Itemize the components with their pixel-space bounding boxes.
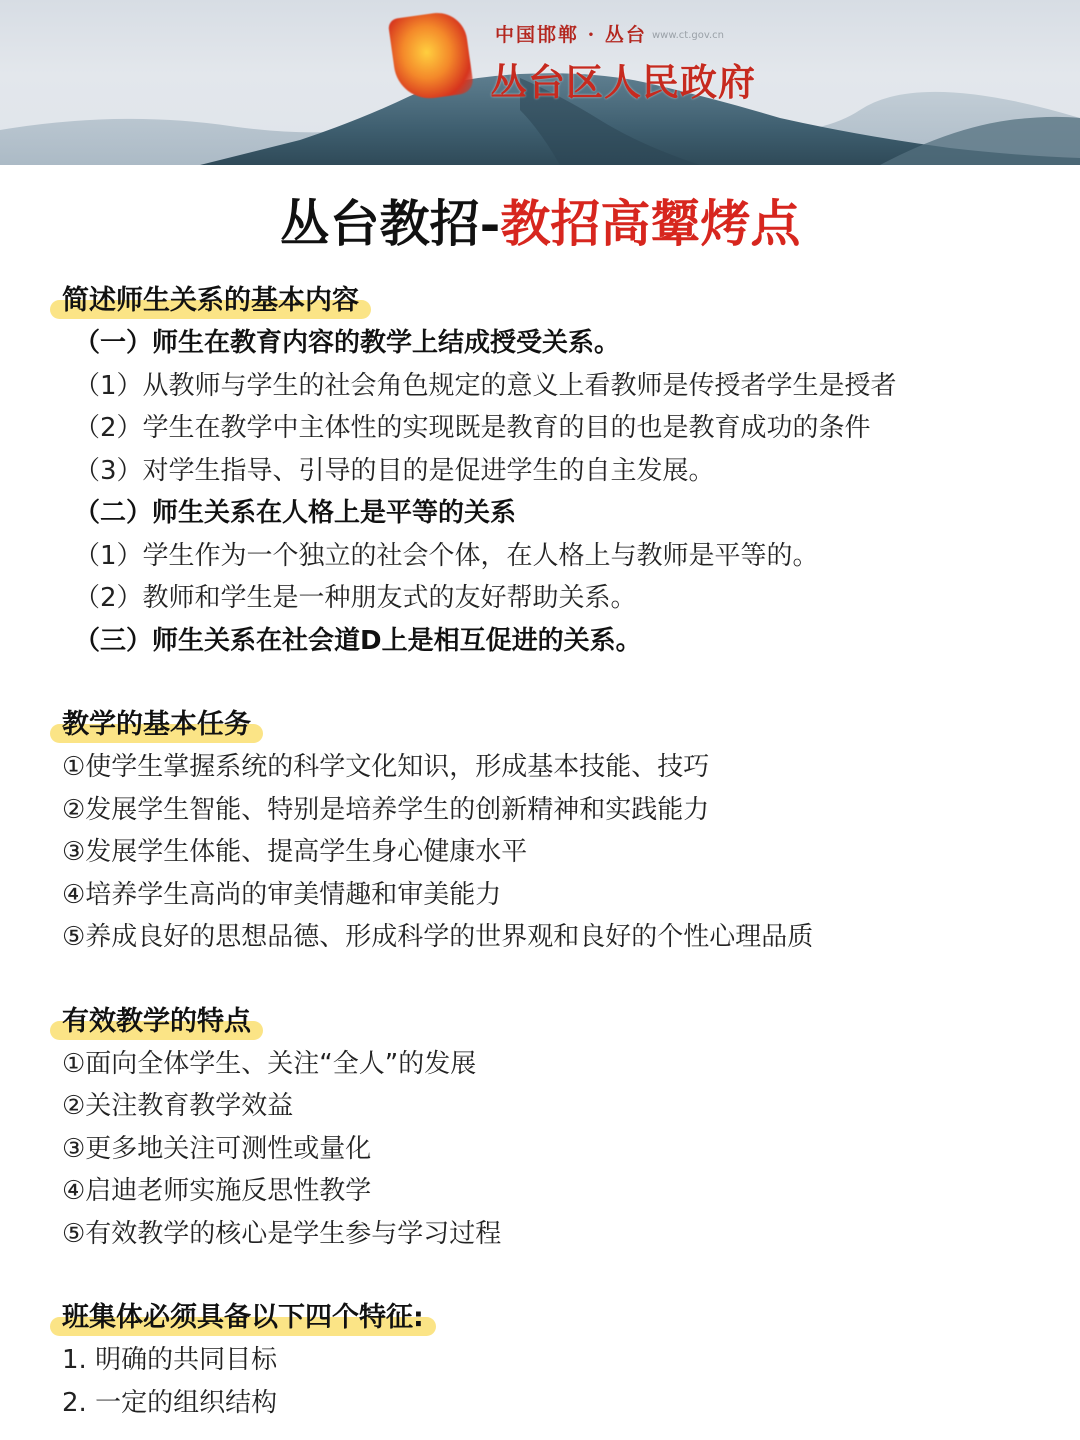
list-item: ③更多地关注可测性或量化	[62, 1133, 372, 1164]
section-heading-text: 班集体必须具备以下四个特征:	[62, 1302, 424, 1333]
list-item-bold: （二）师生关系在人格上是平等的关系	[74, 498, 517, 528]
list-item: （1）从教师与学生的社会角色规定的意义上看教师是传授者学生是授者	[74, 370, 897, 401]
content-body	[62, 280, 1052, 1424]
list-item: （2）学生在教学中主体性的实现既是教育的目的也是教育成功的条件	[74, 413, 871, 443]
section-heading	[62, 1001, 251, 1043]
section-heading	[62, 280, 359, 322]
banner-url: www.ct.gov.cn	[652, 30, 725, 41]
section-heading	[62, 1297, 424, 1339]
banner-subtitle: 中国邯郸 · 丛台	[495, 24, 647, 46]
section-heading-text: 简述师生关系的基本内容	[62, 285, 359, 316]
section-effective-teaching	[62, 1001, 1052, 1256]
list-item: （3）对学生指导、引导的目的是促进学生的自主发展。	[74, 455, 715, 486]
banner-title: 丛台区人民政府	[490, 60, 756, 104]
list-item: ③发展学生体能、提高学生身心健康水平	[62, 837, 528, 867]
list-item: ④启迪老师实施反思性教学	[62, 1176, 372, 1206]
page-title-prefix: 丛台教招-	[279, 194, 501, 253]
header-banner	[0, 0, 1080, 165]
list-item: ②关注教育教学效益	[62, 1091, 294, 1121]
list-item: ①使学生掌握系统的科学文化知识，形成基本技能、技巧	[62, 752, 710, 782]
list-item-bold: （一）师生在教育内容的教学上结成授受关系。	[74, 328, 621, 358]
list-item: ④培养学生高尚的审美情趣和审美能力	[62, 879, 502, 910]
section-teaching-tasks	[62, 704, 1052, 959]
list-item: 2. 一定的组织结构	[62, 1387, 278, 1418]
list-item: ⑤养成良好的思想品德、形成科学的世界观和良好的个性心理品质	[62, 922, 814, 952]
list-item-bold: （三）师生关系在社会道D上是相互促进的关系。	[74, 625, 642, 656]
list-item: ②发展学生智能、特别是培养学生的创新精神和实践能力	[62, 794, 710, 825]
list-item: ①面向全体学生、关注“全人”的发展	[62, 1048, 477, 1079]
section-heading	[62, 704, 251, 746]
section-teacher-student-relationship	[62, 280, 1052, 662]
section-heading-text: 有效教学的特点	[62, 1005, 251, 1037]
list-item: （2）教师和学生是一种朋友式的友好帮助关系。	[74, 583, 637, 613]
section-class-collective	[62, 1297, 1052, 1424]
list-item: （1）学生作为一个独立的社会个体，在人格上与教师是平等的。	[74, 540, 819, 571]
list-item: ⑤有效教学的核心是学生参与学习过程	[62, 1218, 502, 1249]
page-title-highlight: 教招高颦烤点	[500, 194, 801, 253]
list-item: 1. 明确的共同目标	[62, 1345, 278, 1375]
page-title	[0, 192, 1080, 256]
section-heading-text: 教学的基本任务	[62, 709, 251, 740]
